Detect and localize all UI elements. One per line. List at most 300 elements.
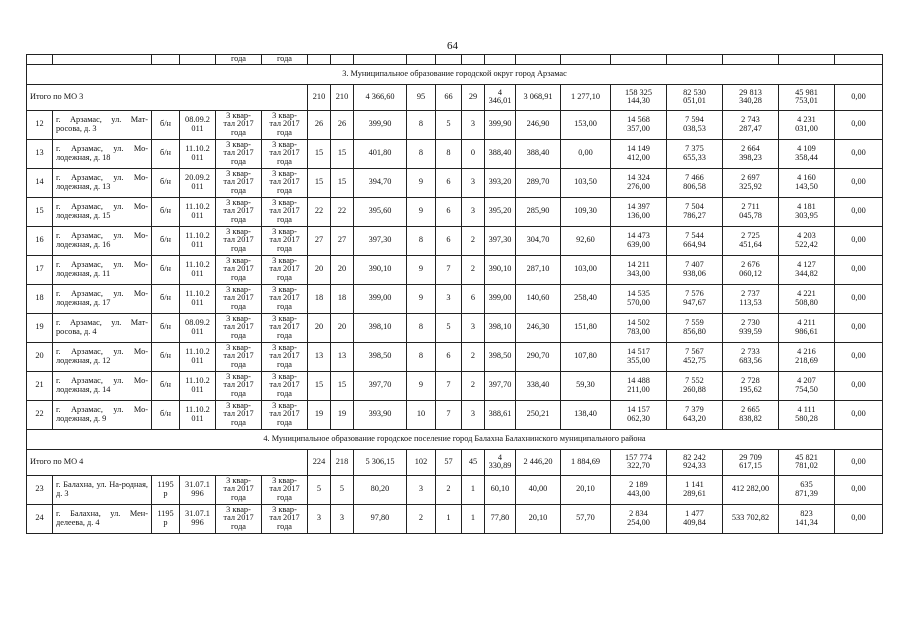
value-cell: 2 697 325,92 xyxy=(723,168,779,197)
start-period-cell: 3 квар- тал 2017 года xyxy=(216,400,262,429)
date-cell: 11.10.2 011 xyxy=(180,226,216,255)
date-cell: 08.09.2 011 xyxy=(180,313,216,342)
date-cell: 11.10.2 011 xyxy=(180,342,216,371)
value-cell: 2 730 939,59 xyxy=(723,313,779,342)
total-cell: 45 821 781,02 xyxy=(779,449,835,475)
value-cell: 4 211 986,61 xyxy=(779,313,835,342)
value-cell: 7 xyxy=(436,255,462,284)
date-cell: 31.07.1 996 xyxy=(180,475,216,504)
value-cell: 14 157 062,30 xyxy=(611,400,667,429)
document-cell: б/н xyxy=(152,371,180,400)
value-cell: 6 xyxy=(436,342,462,371)
total-cell: 82 242 924,33 xyxy=(667,449,723,475)
row-number: 15 xyxy=(27,197,53,226)
document-cell: б/н xyxy=(152,110,180,139)
value-cell: 15 xyxy=(308,139,331,168)
value-cell: 7 559 856,80 xyxy=(667,313,723,342)
end-period-cell: 3 квар- тал 2017 года xyxy=(262,313,308,342)
total-cell: 158 325 144,30 xyxy=(611,84,667,110)
total-cell: 210 xyxy=(331,84,354,110)
value-cell: 258,40 xyxy=(561,284,611,313)
value-cell: 14 488 211,00 xyxy=(611,371,667,400)
end-period-cell: 3 квар- тал 2017 года xyxy=(262,371,308,400)
value-cell: 0,00 xyxy=(835,168,883,197)
value-cell: 14 535 570,00 xyxy=(611,284,667,313)
value-cell: 6 xyxy=(436,226,462,255)
document-cell: б/н xyxy=(152,342,180,371)
total-cell: 29 709 617,15 xyxy=(723,449,779,475)
document-cell: б/н xyxy=(152,197,180,226)
value-cell: 14 211 343,00 xyxy=(611,255,667,284)
total-cell: 29 xyxy=(462,84,485,110)
section-total-row xyxy=(27,84,883,110)
start-period-cell: 3 квар- тал 2017 года xyxy=(216,342,262,371)
table-row xyxy=(27,504,883,533)
value-cell: 4 160 143,50 xyxy=(779,168,835,197)
date-cell: 20.09.2 011 xyxy=(180,168,216,197)
value-cell: 14 502 783,00 xyxy=(611,313,667,342)
value-cell: 4 181 303,95 xyxy=(779,197,835,226)
value-cell: 18 xyxy=(308,284,331,313)
value-cell: 59,30 xyxy=(561,371,611,400)
value-cell: 0 xyxy=(462,139,485,168)
row-number: 17 xyxy=(27,255,53,284)
value-cell: 3 xyxy=(462,400,485,429)
value-cell: 0,00 xyxy=(835,110,883,139)
date-cell: 11.10.2 011 xyxy=(180,139,216,168)
value-cell: 107,80 xyxy=(561,342,611,371)
value-cell: 13 xyxy=(308,342,331,371)
address-cell: г. Арзамас, ул. Мо-лодежная, д. 9 xyxy=(53,400,152,429)
value-cell: 397,70 xyxy=(354,371,407,400)
total-cell: 0,00 xyxy=(835,84,883,110)
document-cell: б/н xyxy=(152,284,180,313)
value-cell: 399,90 xyxy=(485,110,516,139)
value-cell: 2 xyxy=(407,504,436,533)
row-number: 12 xyxy=(27,110,53,139)
value-cell: 398,50 xyxy=(354,342,407,371)
value-cell: 7 544 664,94 xyxy=(667,226,723,255)
address-cell: г. Арзамас, ул. Мо-лодежная, д. 11 xyxy=(53,255,152,284)
section-title: 3. Муниципальное образование городской округ город Арзамас xyxy=(27,64,883,84)
address-cell: г. Арзамас, ул. Мо-лодежная, д. 14 xyxy=(53,371,152,400)
end-period-cell: 3 квар- тал 2017 года xyxy=(262,400,308,429)
value-cell: 823 141,34 xyxy=(779,504,835,533)
value-cell: 7 552 260,88 xyxy=(667,371,723,400)
value-cell: 14 473 639,00 xyxy=(611,226,667,255)
table-row xyxy=(27,313,883,342)
value-cell: 388,61 xyxy=(485,400,516,429)
document-cell: б/н xyxy=(152,400,180,429)
value-cell: 20 xyxy=(308,255,331,284)
value-cell: 14 568 357,00 xyxy=(611,110,667,139)
value-cell: 388,40 xyxy=(516,139,561,168)
value-cell: 2 733 683,56 xyxy=(723,342,779,371)
start-period-cell: 3 квар- тал 2017 года xyxy=(216,475,262,504)
value-cell: 2 189 443,00 xyxy=(611,475,667,504)
value-cell: 0,00 xyxy=(561,139,611,168)
document-cell: б/н xyxy=(152,139,180,168)
header-continuation-row xyxy=(27,55,883,65)
total-cell: 0,00 xyxy=(835,449,883,475)
value-cell: 151,80 xyxy=(561,313,611,342)
value-cell: 9 xyxy=(407,284,436,313)
value-cell: 3 xyxy=(308,504,331,533)
value-cell: 103,50 xyxy=(561,168,611,197)
value-cell: 15 xyxy=(308,371,331,400)
value-cell: 7 375 655,33 xyxy=(667,139,723,168)
value-cell: 22 xyxy=(331,197,354,226)
value-cell: 26 xyxy=(308,110,331,139)
value-cell: 2 834 254,00 xyxy=(611,504,667,533)
value-cell: 109,30 xyxy=(561,197,611,226)
value-cell: 26 xyxy=(331,110,354,139)
value-cell: 2 xyxy=(462,226,485,255)
value-cell: 10 xyxy=(407,400,436,429)
table-row xyxy=(27,197,883,226)
value-cell: 5 xyxy=(436,313,462,342)
value-cell: 394,70 xyxy=(354,168,407,197)
value-cell: 1 xyxy=(436,504,462,533)
value-cell: 246,30 xyxy=(516,313,561,342)
value-cell: 7 466 806,58 xyxy=(667,168,723,197)
date-cell: 11.10.2 011 xyxy=(180,284,216,313)
value-cell: 14 324 276,00 xyxy=(611,168,667,197)
total-label: Итого по МО 4 xyxy=(27,449,308,475)
value-cell: 5 xyxy=(308,475,331,504)
address-cell: г. Арзамас, ул. Мат-росова, д. 4 xyxy=(53,313,152,342)
value-cell: 92,60 xyxy=(561,226,611,255)
value-cell: 6 xyxy=(436,168,462,197)
value-cell: 15 xyxy=(331,371,354,400)
value-cell: 27 xyxy=(308,226,331,255)
table-row xyxy=(27,139,883,168)
value-cell: 399,90 xyxy=(354,110,407,139)
end-period-cell: 3 квар- тал 2017 года xyxy=(262,168,308,197)
total-cell: 218 xyxy=(331,449,354,475)
value-cell: 0,00 xyxy=(835,342,883,371)
value-cell: 14 149 412,00 xyxy=(611,139,667,168)
value-cell: 20,10 xyxy=(516,504,561,533)
value-cell: 7 567 452,75 xyxy=(667,342,723,371)
address-cell: г. Арзамас, ул. Мо-лодежная, д. 18 xyxy=(53,139,152,168)
total-cell: 224 xyxy=(308,449,331,475)
value-cell: 2 xyxy=(462,342,485,371)
end-period-cell: 3 квар- тал 2017 года xyxy=(262,342,308,371)
value-cell: 0,00 xyxy=(835,475,883,504)
value-cell: 20 xyxy=(331,255,354,284)
address-cell: г. Балахна, ул. Мен-делеева, д. 4 xyxy=(53,504,152,533)
value-cell: 4 111 580,28 xyxy=(779,400,835,429)
total-cell: 29 813 340,28 xyxy=(723,84,779,110)
value-cell: 8 xyxy=(436,139,462,168)
value-cell: 77,80 xyxy=(485,504,516,533)
date-cell: 08.09.2 011 xyxy=(180,110,216,139)
value-cell: 3 xyxy=(462,168,485,197)
table-row xyxy=(27,226,883,255)
value-cell: 2 737 113,53 xyxy=(723,284,779,313)
total-cell: 95 xyxy=(407,84,436,110)
date-cell: 11.10.2 011 xyxy=(180,371,216,400)
row-number: 18 xyxy=(27,284,53,313)
value-cell: 7 xyxy=(436,400,462,429)
value-cell: 27 xyxy=(331,226,354,255)
value-cell: 401,80 xyxy=(354,139,407,168)
table-row xyxy=(27,371,883,400)
value-cell: 3 xyxy=(462,110,485,139)
total-label: Итого по МО 3 xyxy=(27,84,308,110)
value-cell: 397,30 xyxy=(485,226,516,255)
document-cell: б/н xyxy=(152,313,180,342)
address-cell: г. Арзамас, ул. Мо-лодежная, д. 12 xyxy=(53,342,152,371)
value-cell: 4 207 754,50 xyxy=(779,371,835,400)
value-cell: 4 109 358,44 xyxy=(779,139,835,168)
value-cell: 397,70 xyxy=(485,371,516,400)
value-cell: 2 665 838,82 xyxy=(723,400,779,429)
value-cell: 14 517 355,00 xyxy=(611,342,667,371)
total-cell: 45 981 753,01 xyxy=(779,84,835,110)
row-number: 19 xyxy=(27,313,53,342)
value-cell: 393,90 xyxy=(354,400,407,429)
end-period-cell: 3 квар- тал 2017 года xyxy=(262,226,308,255)
value-cell: 8 xyxy=(407,313,436,342)
value-cell: 398,10 xyxy=(485,313,516,342)
value-cell: 412 282,00 xyxy=(723,475,779,504)
value-cell: 3 xyxy=(462,313,485,342)
value-cell: 5 xyxy=(436,110,462,139)
value-cell: 7 xyxy=(436,371,462,400)
table-row xyxy=(27,110,883,139)
value-cell: 6 xyxy=(436,197,462,226)
value-cell: 138,40 xyxy=(561,400,611,429)
value-cell: 153,00 xyxy=(561,110,611,139)
value-cell: 399,00 xyxy=(354,284,407,313)
section-title-row xyxy=(27,429,883,449)
document-cell: б/н xyxy=(152,255,180,284)
value-cell: 8 xyxy=(407,110,436,139)
value-cell: 40,00 xyxy=(516,475,561,504)
value-cell: 3 xyxy=(407,475,436,504)
value-cell: 2 xyxy=(436,475,462,504)
value-cell: 395,60 xyxy=(354,197,407,226)
value-cell: 250,21 xyxy=(516,400,561,429)
resettlement-table xyxy=(26,54,883,534)
value-cell: 9 xyxy=(407,197,436,226)
value-cell: 7 379 643,20 xyxy=(667,400,723,429)
end-period-cell: 3 квар- тал 2017 года xyxy=(262,110,308,139)
value-cell: 635 871,39 xyxy=(779,475,835,504)
value-cell: 18 xyxy=(331,284,354,313)
value-cell: 2 728 195,62 xyxy=(723,371,779,400)
value-cell: 0,00 xyxy=(835,313,883,342)
value-cell: 290,70 xyxy=(516,342,561,371)
cell: года xyxy=(262,55,308,65)
section-title-row xyxy=(27,64,883,84)
value-cell: 14 397 136,00 xyxy=(611,197,667,226)
value-cell: 4 203 522,42 xyxy=(779,226,835,255)
value-cell: 20,10 xyxy=(561,475,611,504)
total-cell: 1 277,10 xyxy=(561,84,611,110)
address-cell: г. Арзамас, ул. Мо-лодежная, д. 17 xyxy=(53,284,152,313)
end-period-cell: 3 квар- тал 2017 года xyxy=(262,139,308,168)
value-cell: 2 xyxy=(462,371,485,400)
end-period-cell: 3 квар- тал 2017 года xyxy=(262,197,308,226)
end-period-cell: 3 квар- тал 2017 года xyxy=(262,284,308,313)
row-number: 21 xyxy=(27,371,53,400)
value-cell: 2 664 398,23 xyxy=(723,139,779,168)
value-cell: 0,00 xyxy=(835,400,883,429)
end-period-cell: 3 квар- тал 2017 года xyxy=(262,255,308,284)
value-cell: 4 221 508,80 xyxy=(779,284,835,313)
value-cell: 3 xyxy=(462,197,485,226)
value-cell: 390,10 xyxy=(354,255,407,284)
row-number: 22 xyxy=(27,400,53,429)
value-cell: 0,00 xyxy=(835,504,883,533)
row-number: 16 xyxy=(27,226,53,255)
value-cell: 6 xyxy=(462,284,485,313)
row-number: 24 xyxy=(27,504,53,533)
value-cell: 533 702,82 xyxy=(723,504,779,533)
total-cell: 210 xyxy=(308,84,331,110)
row-number: 20 xyxy=(27,342,53,371)
value-cell: 97,80 xyxy=(354,504,407,533)
value-cell: 15 xyxy=(308,168,331,197)
total-cell: 4 366,60 xyxy=(354,84,407,110)
value-cell: 57,70 xyxy=(561,504,611,533)
value-cell: 2 743 287,47 xyxy=(723,110,779,139)
table-row xyxy=(27,168,883,197)
table-row xyxy=(27,400,883,429)
value-cell: 60,10 xyxy=(485,475,516,504)
date-cell: 11.10.2 011 xyxy=(180,400,216,429)
total-cell: 157 774 322,70 xyxy=(611,449,667,475)
value-cell: 13 xyxy=(331,342,354,371)
table-row xyxy=(27,342,883,371)
start-period-cell: 3 квар- тал 2017 года xyxy=(216,197,262,226)
document-cell: б/н xyxy=(152,226,180,255)
value-cell: 1 477 409,84 xyxy=(667,504,723,533)
date-cell: 11.10.2 011 xyxy=(180,197,216,226)
value-cell: 7 576 947,67 xyxy=(667,284,723,313)
value-cell: 388,40 xyxy=(485,139,516,168)
address-cell: г. Балахна, ул. На-родная, д. 3 xyxy=(53,475,152,504)
table-row xyxy=(27,475,883,504)
value-cell: 399,00 xyxy=(485,284,516,313)
value-cell: 19 xyxy=(331,400,354,429)
date-cell: 11.10.2 011 xyxy=(180,255,216,284)
value-cell: 338,40 xyxy=(516,371,561,400)
value-cell: 3 xyxy=(331,504,354,533)
value-cell: 9 xyxy=(407,371,436,400)
row-number: 23 xyxy=(27,475,53,504)
value-cell: 393,20 xyxy=(485,168,516,197)
date-cell: 31.07.1 996 xyxy=(180,504,216,533)
value-cell: 8 xyxy=(407,139,436,168)
value-cell: 1 xyxy=(462,475,485,504)
value-cell: 103,00 xyxy=(561,255,611,284)
value-cell: 0,00 xyxy=(835,255,883,284)
value-cell: 0,00 xyxy=(835,284,883,313)
value-cell: 15 xyxy=(331,168,354,197)
start-period-cell: 3 квар- тал 2017 года xyxy=(216,371,262,400)
value-cell: 2 xyxy=(462,255,485,284)
value-cell: 0,00 xyxy=(835,371,883,400)
value-cell: 285,90 xyxy=(516,197,561,226)
value-cell: 2 725 451,64 xyxy=(723,226,779,255)
address-cell: г. Арзамас, ул. Мо-лодежная, д. 15 xyxy=(53,197,152,226)
value-cell: 4 127 344,82 xyxy=(779,255,835,284)
value-cell: 398,10 xyxy=(354,313,407,342)
start-period-cell: 3 квар- тал 2017 года xyxy=(216,284,262,313)
value-cell: 246,90 xyxy=(516,110,561,139)
total-cell: 5 306,15 xyxy=(354,449,407,475)
start-period-cell: 3 квар- тал 2017 года xyxy=(216,139,262,168)
value-cell: 2 676 060,12 xyxy=(723,255,779,284)
value-cell: 7 407 938,06 xyxy=(667,255,723,284)
start-period-cell: 3 квар- тал 2017 года xyxy=(216,168,262,197)
total-cell: 4 330,89 xyxy=(485,449,516,475)
row-number: 14 xyxy=(27,168,53,197)
value-cell: 3 xyxy=(436,284,462,313)
value-cell: 5 xyxy=(331,475,354,504)
value-cell: 8 xyxy=(407,226,436,255)
total-cell: 66 xyxy=(436,84,462,110)
value-cell: 4 231 031,00 xyxy=(779,110,835,139)
address-cell: г. Арзамас, ул. Мат-росова, д. 3 xyxy=(53,110,152,139)
value-cell: 395,20 xyxy=(485,197,516,226)
start-period-cell: 3 квар- тал 2017 года xyxy=(216,110,262,139)
page-number: 64 xyxy=(447,40,458,52)
start-period-cell: 3 квар- тал 2017 года xyxy=(216,226,262,255)
value-cell: 8 xyxy=(407,342,436,371)
value-cell: 1 xyxy=(462,504,485,533)
value-cell: 287,10 xyxy=(516,255,561,284)
address-cell: г. Арзамас, ул. Мо-лодежная, д. 13 xyxy=(53,168,152,197)
end-period-cell: 3 квар- тал 2017 года xyxy=(262,475,308,504)
value-cell: 7 504 786,27 xyxy=(667,197,723,226)
value-cell: 390,10 xyxy=(485,255,516,284)
section-total-row xyxy=(27,449,883,475)
cell: года xyxy=(216,55,262,65)
start-period-cell: 3 квар- тал 2017 года xyxy=(216,313,262,342)
value-cell: 20 xyxy=(331,313,354,342)
value-cell: 397,30 xyxy=(354,226,407,255)
document-cell: б/н xyxy=(152,168,180,197)
address-cell: г. Арзамас, ул. Мо-лодежная, д. 16 xyxy=(53,226,152,255)
row-number: 13 xyxy=(27,139,53,168)
total-cell: 102 xyxy=(407,449,436,475)
start-period-cell: 3 квар- тал 2017 года xyxy=(216,255,262,284)
value-cell: 398,50 xyxy=(485,342,516,371)
document-cell: 1195 р xyxy=(152,504,180,533)
total-cell: 2 446,20 xyxy=(516,449,561,475)
value-cell: 0,00 xyxy=(835,197,883,226)
section-title: 4. Муниципальное образование городское поселение город Балахна Балахнинского муниципального района xyxy=(27,429,883,449)
value-cell: 80,20 xyxy=(354,475,407,504)
total-cell: 82 530 051,01 xyxy=(667,84,723,110)
document-cell: 1195 р xyxy=(152,475,180,504)
total-cell: 3 068,91 xyxy=(516,84,561,110)
value-cell: 7 594 038,53 xyxy=(667,110,723,139)
value-cell: 2 711 045,78 xyxy=(723,197,779,226)
end-period-cell: 3 квар- тал 2017 года xyxy=(262,504,308,533)
table-row xyxy=(27,284,883,313)
value-cell: 0,00 xyxy=(835,226,883,255)
value-cell: 1 141 289,61 xyxy=(667,475,723,504)
start-period-cell: 3 квар- тал 2017 года xyxy=(216,504,262,533)
value-cell: 304,70 xyxy=(516,226,561,255)
value-cell: 9 xyxy=(407,255,436,284)
